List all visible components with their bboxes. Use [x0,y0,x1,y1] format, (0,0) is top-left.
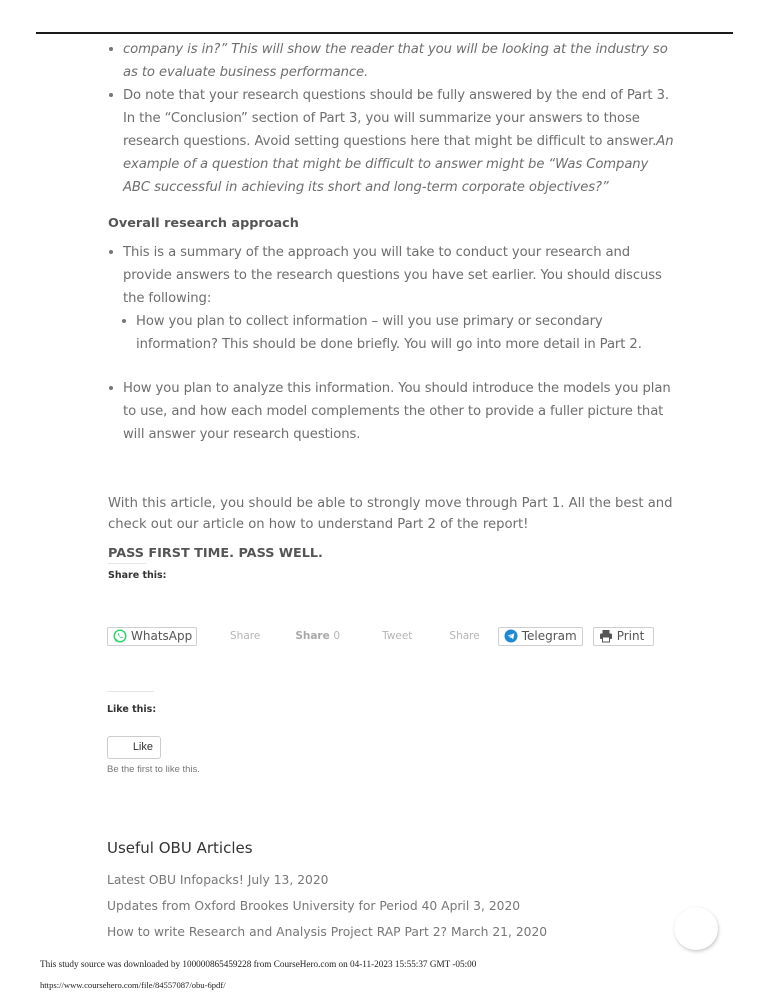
useful-article-item [107,867,547,893]
printer-icon [599,629,613,643]
useful-articles-list [107,867,547,945]
useful-article-link[interactable]: How to write Research and Analysis Project RAP Part 2? [107,925,448,939]
page-top-rule [36,32,733,34]
bullet-text: Do note that your research questions should be fully answered by the end of Part 3. In the “Conclusion” section of Part 3, you will summarize your answers to those research questions. Avoid setting questions here that might be difficult to answer. [123,88,669,149]
list-item [108,241,678,356]
share-count-button[interactable] [295,630,340,642]
tagline: PASS FIRST TIME. PASS WELL. [108,546,323,561]
research-questions-list [108,38,678,84]
telegram-share-button[interactable] [498,627,583,646]
share-count-value: 0 [333,630,341,642]
bullet-example-text: An example of a question that might be difficult to answer might be “Was Company ABC successful in achieving its short and long-term corporate objectives?” [123,134,674,195]
telegram-icon [504,629,518,643]
share-button[interactable]: Share [230,630,261,642]
tweet-button[interactable]: Tweet [382,630,413,642]
useful-articles-title: Useful OBU Articles [107,839,253,857]
bullet-text: How you plan to analyze this information. You should introduce the models you plan to use, and how each model complements the other to provide a fuller picture that will answer your research questions. [123,381,671,442]
list-item [108,84,678,199]
whatsapp-label: WhatsApp [131,629,193,643]
section-heading: Overall research approach [108,216,299,231]
download-note: This study source was downloaded by 100000865459228 from CourseHero.com on 04-11-2023 15:55:37 GMT -05:00 [40,959,477,969]
approach-list [108,241,678,446]
useful-article-date: July 13, 2020 [247,873,329,887]
useful-article-link[interactable]: Updates from Oxford Brookes University for Period 40 [107,899,438,913]
article-body [108,38,678,581]
share-count-label: Share [295,630,330,642]
like-label: Like this: [107,704,157,715]
research-questions-list-2 [108,84,678,199]
list-item [108,377,678,446]
list-item-continuation [108,38,678,84]
print-label: Print [616,629,645,643]
closing-paragraph: With this article, you should be able to strongly move through Part 1. All the best and check out our article on how to understand Part 2 of the report! [108,496,673,532]
whatsapp-share-button[interactable] [107,627,197,646]
like-note: Be the first to like this. [107,764,200,775]
nested-list-item [121,310,678,356]
telegram-label: Telegram [521,629,577,643]
continuation-text: company is in?” This will show the reader that you will be looking at the industry so as to evaluate business performance. [123,42,668,80]
nested-bullet-text: How you plan to collect information – will you use primary or secondary information? This should be done briefly. You will go into more detail in Part 2. [136,314,642,352]
print-button[interactable] [593,627,654,646]
tagline-underline [108,563,146,564]
whatsapp-icon [113,629,127,643]
share-label: Share this: [108,570,167,581]
source-url: https://www.coursehero.com/file/84557087/obu-6pdf/ [40,980,226,990]
useful-article-link[interactable]: Latest OBU Infopacks! [107,873,244,887]
share-buttons [107,626,654,646]
like-button[interactable]: Like [107,736,161,759]
nested-list [108,310,678,356]
useful-article-date: April 3, 2020 [441,899,521,913]
like-separator [107,691,154,692]
useful-article-item [107,919,547,945]
useful-article-item [107,893,547,919]
floating-action-button[interactable] [674,907,718,950]
share-button-2[interactable]: Share [449,630,480,642]
useful-article-date: March 21, 2020 [450,925,548,939]
bullet-text: This is a summary of the approach you will take to conduct your research and provide answers to the research questions you have set earlier. You should discuss the following: [123,245,662,306]
